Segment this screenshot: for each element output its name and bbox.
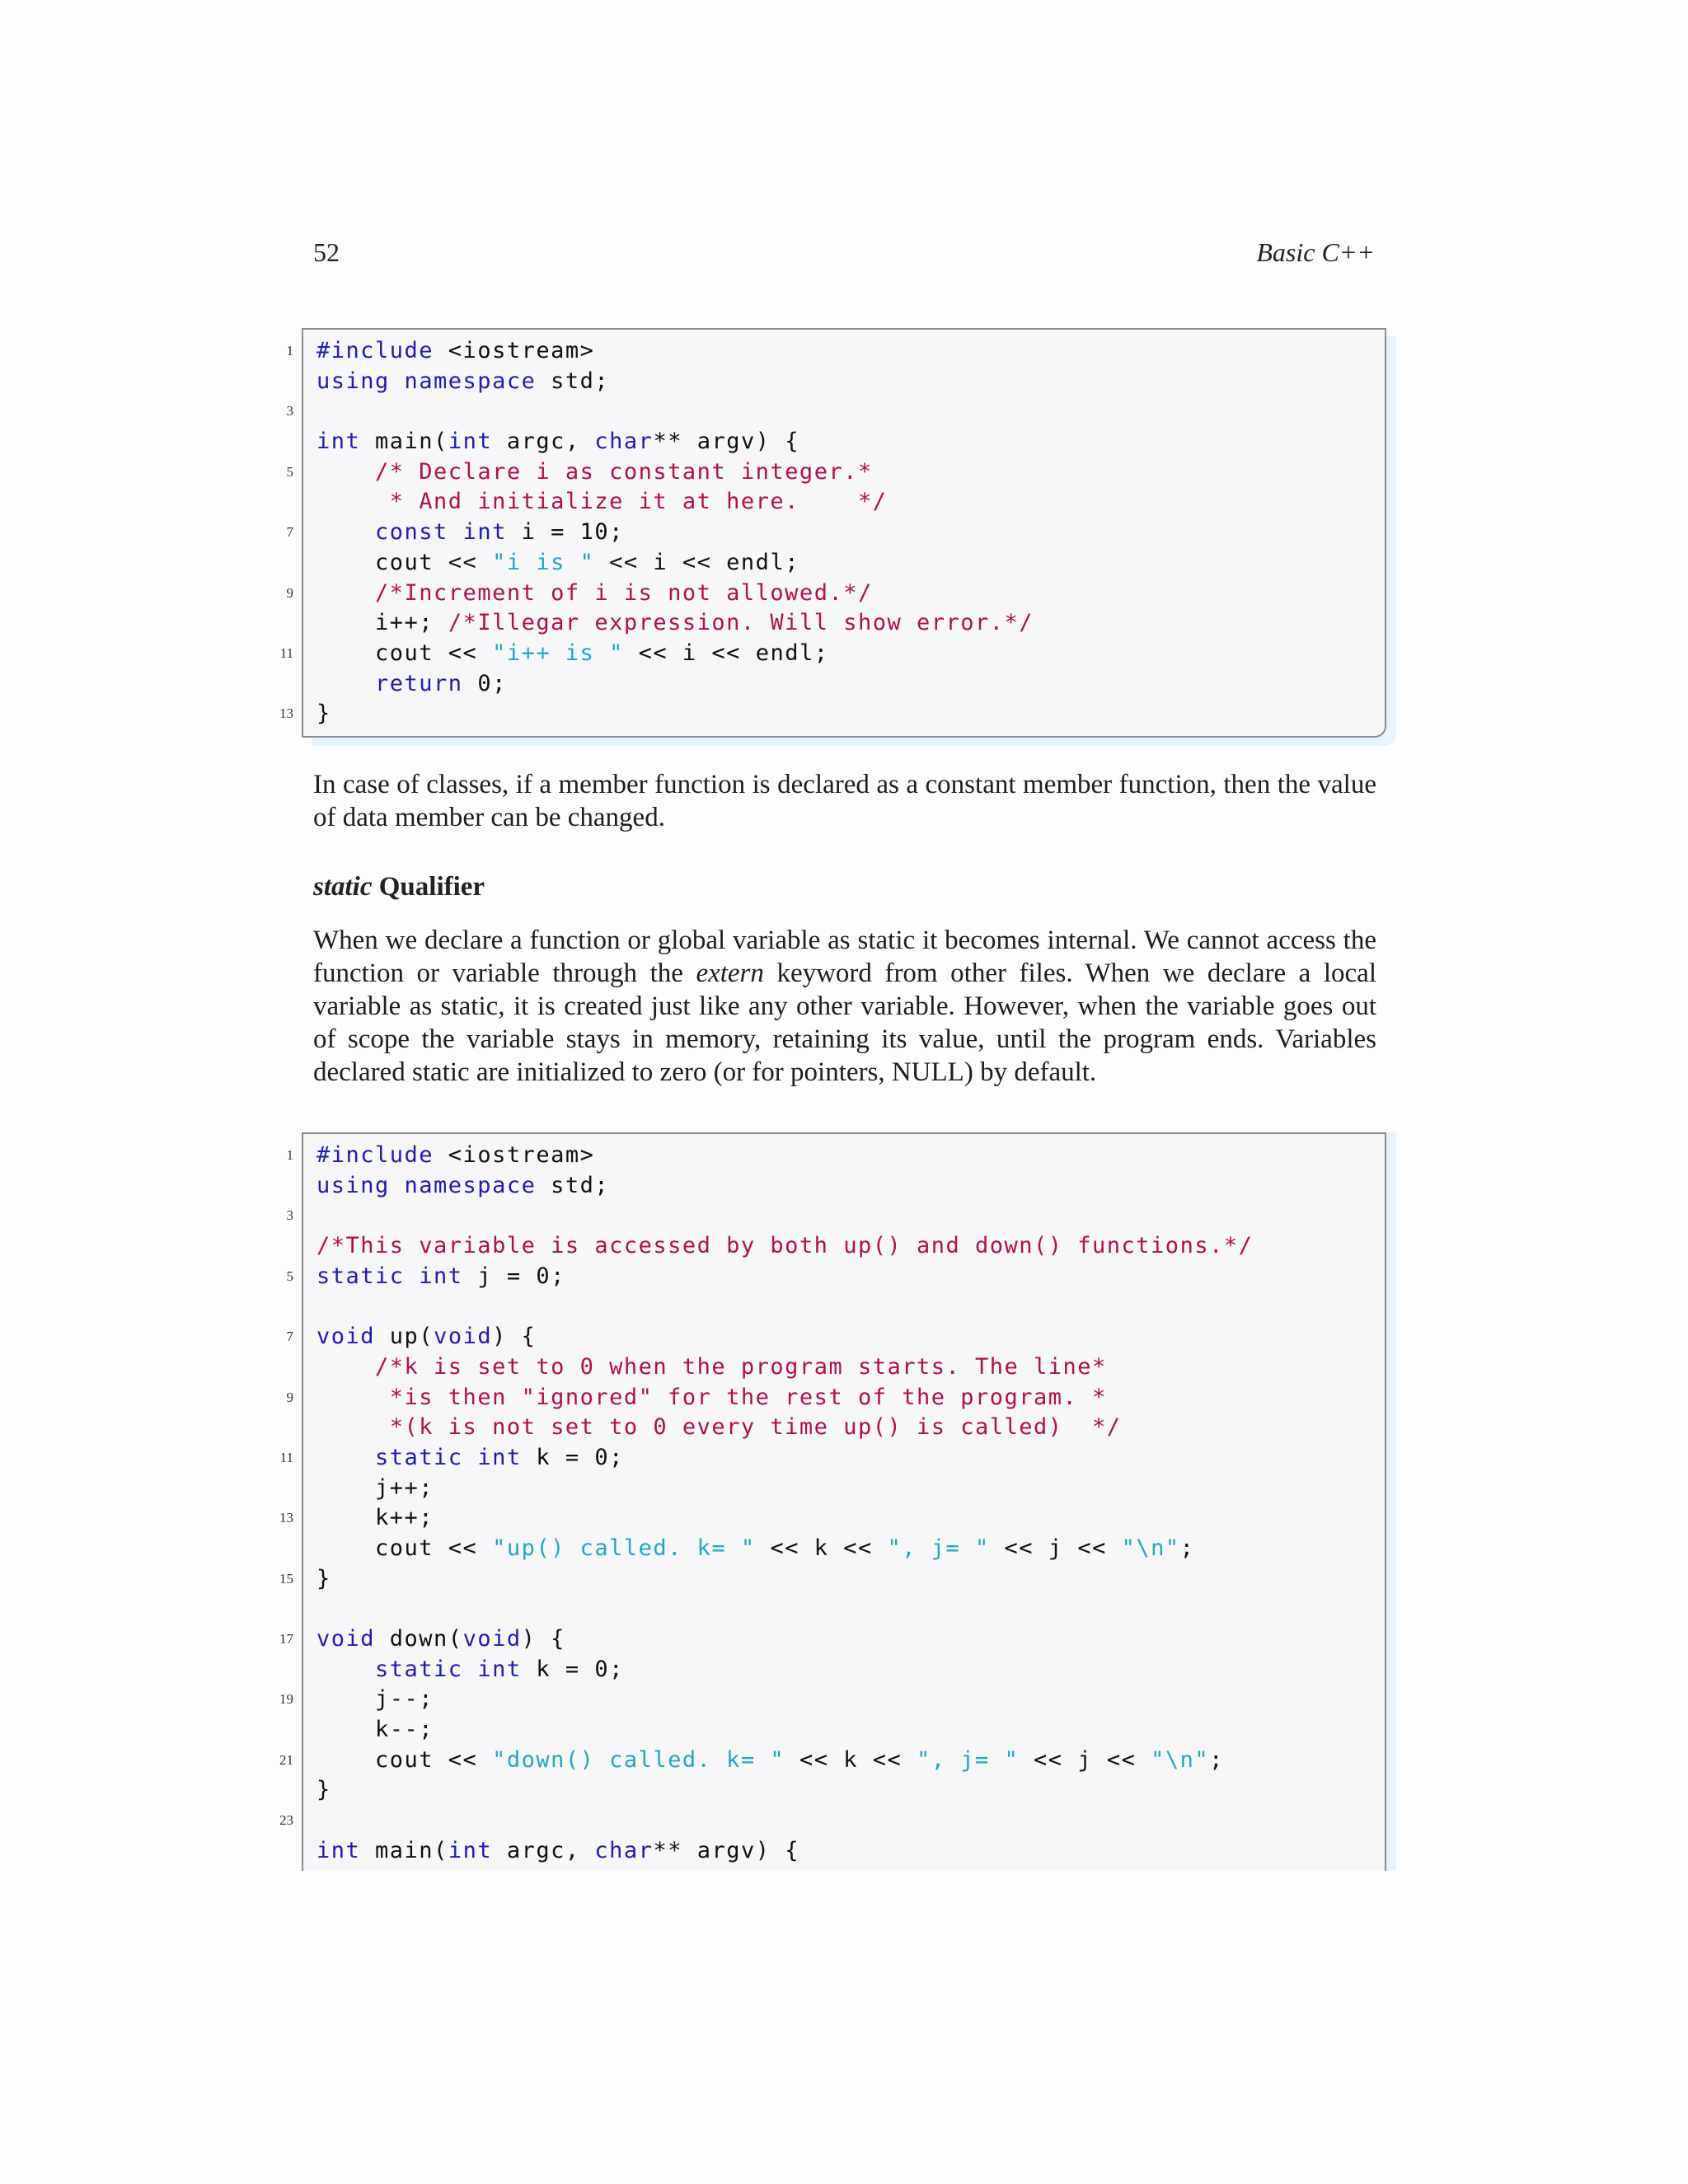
line-number: 5	[286, 1268, 293, 1284]
line-number: 5	[286, 463, 293, 480]
code-listing-static	[279, 1132, 1386, 1871]
code-text: cout <<	[316, 1535, 493, 1561]
code-text: <iostream>	[434, 338, 595, 363]
code-text: 0;	[462, 670, 507, 696]
code-line	[279, 699, 1385, 729]
code-text: k++;	[316, 1505, 434, 1531]
code-keyword: int	[316, 1837, 361, 1863]
code-text	[316, 1385, 390, 1410]
code-comment: * And initialize it at here. */	[389, 489, 888, 515]
code-text: cout <<	[316, 1746, 493, 1773]
code-line	[303, 1231, 1385, 1262]
code-text: k = 0;	[521, 1444, 624, 1470]
code-text: << j <<	[1019, 1746, 1151, 1773]
code-text: ** argv) {	[653, 429, 799, 455]
code-keyword: void	[316, 1626, 376, 1652]
code-text	[316, 459, 375, 485]
code-string: ", j= "	[887, 1535, 990, 1561]
paragraph-static-italic: extern	[696, 958, 764, 988]
line-number: 1	[286, 1147, 293, 1163]
code-text: up(	[375, 1324, 434, 1350]
code-line	[303, 1594, 1385, 1624]
code-keyword: const int	[375, 519, 507, 546]
code-keyword: int	[448, 429, 493, 455]
code-line	[279, 639, 1385, 669]
code-line	[286, 1201, 1385, 1231]
code-text: ;	[1209, 1746, 1224, 1773]
code-keyword: static int	[316, 1263, 463, 1289]
code-comment: /*This variable is accessed by both up() and down() functions.*/	[316, 1233, 1254, 1259]
paragraph-const-member: In case of classes, if a member function is declared as a constant member function, then the value of data member can be changed.	[313, 770, 1376, 832]
code-text	[316, 489, 390, 514]
code-text: argc,	[492, 1837, 595, 1863]
code-text: << j <<	[989, 1535, 1122, 1561]
code-line	[303, 427, 1385, 457]
code-line	[286, 396, 1385, 427]
code-string: "down() called. k= "	[492, 1746, 785, 1773]
code-line	[303, 608, 1385, 639]
code-text	[316, 1354, 375, 1380]
code-text: << k <<	[755, 1535, 888, 1561]
code-text: ) {	[492, 1324, 537, 1350]
code-keyword: int	[316, 429, 361, 455]
code-text: << k <<	[785, 1746, 917, 1773]
code-text: << i << endl;	[623, 640, 829, 666]
code-keyword: using namespace	[316, 1172, 537, 1198]
code-line	[303, 548, 1385, 579]
code-line	[303, 1413, 1385, 1443]
code-line	[286, 457, 1385, 488]
code-text: j = 0;	[462, 1263, 565, 1289]
line-number: 9	[286, 584, 293, 601]
code-text: k = 0;	[521, 1656, 624, 1682]
code-comment: *(k is not set to 0 every time up() is called) */	[389, 1414, 1122, 1441]
code-keyword: char	[594, 429, 654, 455]
line-number: 3	[286, 403, 293, 419]
code-string: "i is "	[492, 549, 595, 575]
code-line	[279, 1443, 1385, 1474]
code-keyword: return	[375, 670, 463, 696]
code-text: std;	[536, 368, 610, 394]
code-line	[279, 1806, 1385, 1836]
code-string: "i++ is "	[492, 640, 624, 666]
code-text: std;	[536, 1172, 610, 1198]
code-line	[286, 1383, 1385, 1413]
code-comment: /*k is set to 0 when the program starts. The line*	[375, 1353, 1107, 1380]
code-line	[303, 1474, 1385, 1504]
code-string: "up() called. k= "	[492, 1535, 756, 1561]
code-line	[286, 579, 1385, 609]
code-text: i++;	[316, 610, 448, 636]
code-listing-const	[279, 328, 1386, 738]
code-text: down(	[375, 1626, 463, 1652]
code-line	[286, 1322, 1385, 1352]
code-comment: *is then "ignored" for the rest of the program. *	[389, 1384, 1107, 1410]
code-line	[303, 1171, 1385, 1202]
code-string: "\n"	[1121, 1535, 1180, 1561]
code-line	[303, 1715, 1385, 1746]
heading-keyword: static	[313, 872, 373, 902]
code-comment: /*Increment of i is not allowed.*/	[375, 579, 873, 606]
code-text: }	[316, 1565, 331, 1591]
code-text: cout <<	[316, 549, 493, 575]
code-text: }	[316, 1777, 331, 1803]
code-line	[286, 1262, 1385, 1292]
page-number: 52	[313, 237, 340, 267]
code-comment: /* Declare i as constant integer.*	[375, 458, 873, 485]
line-number: 23	[279, 1812, 293, 1829]
code-line	[286, 1141, 1385, 1171]
code-line	[279, 1503, 1385, 1534]
line-number: 21	[279, 1751, 293, 1768]
code-text: k--;	[316, 1717, 434, 1743]
paragraph-static-text-b: keyword from other files. When we declare a local variable as static, it is created just like any other variable. However, when the variable goes out of scope the variable stays in memory, retaining its value, until the program ends. Variables declared static are initialized to zero (or for pointers, NULL) by default.	[313, 958, 1376, 1087]
code-text: j++;	[316, 1474, 434, 1501]
code-text	[316, 519, 375, 545]
paragraph-static	[313, 924, 1376, 1089]
code-line	[303, 1775, 1385, 1806]
code-text: }	[316, 701, 331, 727]
code-text: main(	[360, 1837, 448, 1863]
code-text	[316, 1657, 375, 1682]
code-text: ;	[1179, 1535, 1195, 1561]
code-string: "\n"	[1151, 1746, 1210, 1773]
line-number: 7	[286, 1329, 293, 1345]
code-text	[316, 1414, 390, 1440]
code-keyword: void	[462, 1626, 522, 1652]
code-keyword: void	[434, 1324, 493, 1350]
paragraph-static-text-a: When we declare a function or global variable as static it becomes internal. We cannot access the function or variable through the	[313, 926, 1376, 988]
code-line	[303, 669, 1385, 700]
code-keyword: static int	[375, 1444, 522, 1470]
code-keyword: char	[594, 1837, 654, 1863]
code-line	[303, 1534, 1385, 1564]
code-keyword: void	[316, 1324, 376, 1350]
code-line	[303, 1655, 1385, 1685]
line-number: 9	[286, 1389, 293, 1405]
code-line	[286, 518, 1385, 548]
code-text: <iostream>	[434, 1142, 595, 1168]
code-keyword: #include	[316, 1142, 434, 1168]
running-head: Basic C++	[1256, 237, 1375, 267]
code-text: cout <<	[316, 640, 493, 666]
code-keyword: using namespace	[316, 368, 537, 394]
line-number: 7	[286, 524, 293, 541]
line-number: 1	[286, 343, 293, 359]
code-line	[303, 1836, 1385, 1867]
line-number: 11	[279, 1449, 293, 1465]
code-line	[303, 487, 1385, 518]
line-number: 15	[279, 1570, 293, 1586]
code-line	[279, 1624, 1385, 1655]
line-number: 11	[279, 644, 293, 661]
code-text	[316, 671, 375, 696]
code-line	[279, 1685, 1385, 1715]
code-text	[316, 1445, 375, 1470]
heading-title: Qualifier	[378, 872, 485, 902]
code-comment: /*Illegar expression. Will show error.*/	[448, 610, 1034, 636]
line-number: 19	[279, 1691, 293, 1708]
code-text: i = 10;	[506, 519, 624, 546]
code-line	[286, 336, 1385, 367]
code-text: j--;	[316, 1686, 434, 1713]
code-string: ", j= "	[917, 1746, 1020, 1773]
code-line	[303, 1352, 1385, 1383]
section-heading	[313, 872, 485, 902]
code-keyword: int	[448, 1837, 493, 1863]
line-number: 13	[279, 705, 293, 722]
code-text: ** argv) {	[653, 1837, 799, 1863]
code-line	[303, 1291, 1385, 1322]
code-text: << i << endl;	[594, 549, 799, 575]
code-text	[316, 580, 375, 606]
code-line	[279, 1746, 1385, 1776]
line-number: 13	[279, 1510, 293, 1526]
code-text: argc,	[492, 429, 595, 455]
line-number: 3	[286, 1207, 293, 1224]
code-text: ) {	[521, 1626, 565, 1652]
code-keyword: static int	[375, 1656, 522, 1682]
code-keyword: #include	[316, 338, 434, 363]
code-line	[279, 1564, 1385, 1595]
code-line	[303, 367, 1385, 397]
line-number: 17	[279, 1631, 293, 1647]
code-text: main(	[360, 429, 448, 455]
